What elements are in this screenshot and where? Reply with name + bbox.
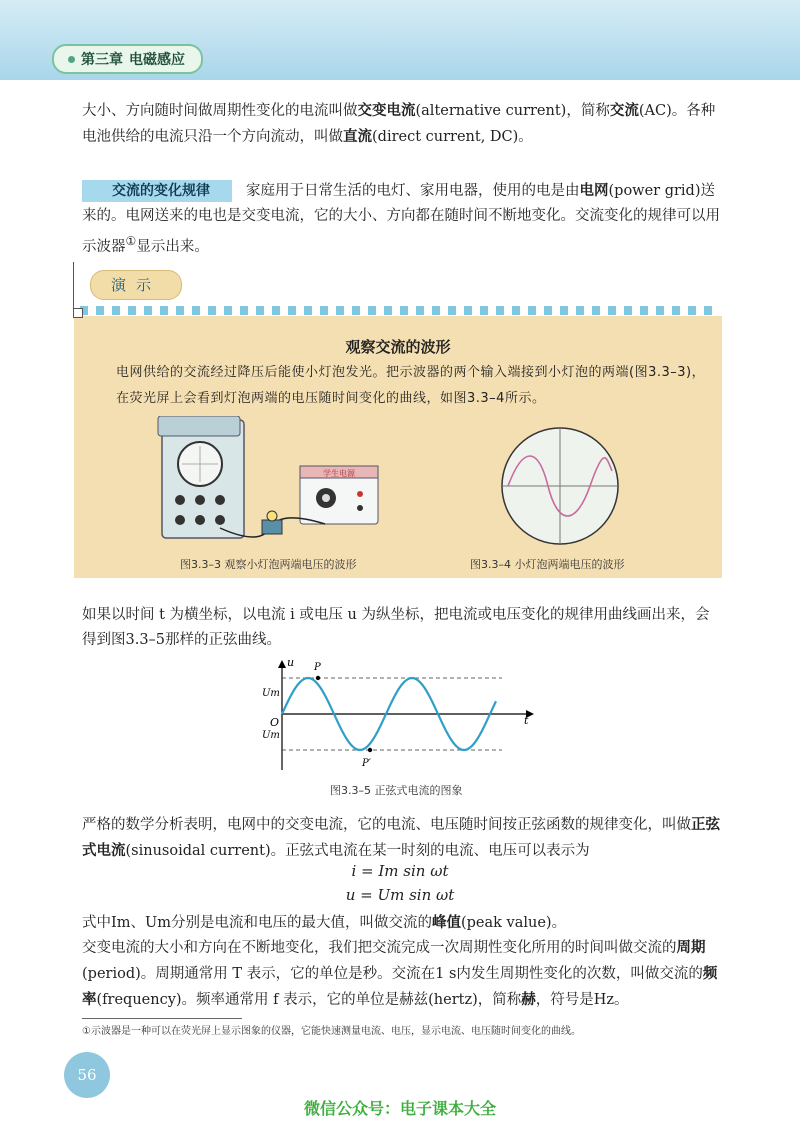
formula-voltage: u = Um sin ωt (345, 886, 455, 904)
paragraph-sinusoidal: 严格的数学分析表明，电网中的交变电流，它的电流、电压随时间按正弦函数的规律变化，叫做正弦式电流(sinusoidal current)。正弦式电流在某一时刻的电流、电压可以表示为 (82, 816, 720, 859)
bullet-icon (68, 56, 75, 63)
paragraph-sine-intro: 如果以时间 t 为横坐标，以电流 i 或电压 u 为纵坐标，把电流或电压变化的规律用曲线画出来，会得到图3.3–5那样的正弦曲线。 (82, 607, 710, 648)
demo-title: 观察交流的波形 (345, 338, 451, 356)
paragraph-section-intro: 交流的变化规律 家庭用于日常生活的电灯、家用电器，使用的电是由电网(power grid)送来的。电网送来的电也是交变电流，它的大小、方向都在随时间不断地变化。交流变化的规律可以用示波器①显示出来。 (82, 182, 720, 255)
p-label: P (314, 662, 321, 673)
footnote-divider (82, 1018, 242, 1019)
fig1-caption: 图3.3–3 观察小灯泡两端电压的波形 (180, 558, 357, 571)
axis-u-label: u (287, 656, 295, 669)
section-tag: 交流的变化规律 (82, 180, 232, 202)
demo-bracket-corner (73, 308, 83, 318)
paragraph-ac-definition: 大小、方向随时间做周期性变化的电流叫做交变电流(alternative current)，简称交流(AC)。各种电池供给的电流只沿一个方向流动，叫做直流(direct current, DC)。 (82, 102, 716, 145)
page-number: 56 (64, 1052, 110, 1098)
um-bottom-label: Um (262, 730, 280, 741)
chapter-title: 电磁感应 (129, 52, 185, 68)
um-top-label: Um (262, 688, 280, 699)
oscilloscope-setup-illustration (150, 416, 390, 548)
watermark: 微信公众号：电子课本大全 (303, 1099, 496, 1118)
point-p (316, 676, 320, 680)
demo-tab: 演示 (90, 270, 182, 300)
paragraph-period-frequency: 交变电流的大小和方向在不断地变化，我们把交流完成一次周期性变化所用的时间叫做交流的周期(period)。周期通常用 T 表示，它的单位是秒。交流在1 s内发生周期性变化的次数，叫做交流的频率(frequency)。频率通常用 f 表示，它的单位是赫兹(hertz)，简称赫，符号是Hz。 (82, 939, 718, 1008)
chapter-number: 第三章 (81, 52, 123, 68)
power-supply-label: 学生电源 (323, 469, 355, 478)
axis-t-label: t (524, 714, 529, 727)
paragraph-peak-value: 式中Im、Um分别是电流和电压的最大值，叫做交流的峰值(peak value)。 (82, 914, 567, 931)
p-prime-label: P′ (362, 758, 371, 769)
fig2-caption: 图3.3–4 小灯泡两端电压的波形 (470, 558, 625, 571)
point-p-prime (368, 748, 372, 752)
demo-dash-border (74, 306, 722, 316)
sine-graph (262, 656, 542, 774)
footnote: ①示波器是一种可以在荧光屏上显示图象的仪器，它能快速测量电流、电压，显示电流、电压随时间变化的曲线。 (82, 1026, 581, 1037)
formula-current: i = Im sin ωt (351, 862, 449, 880)
demo-text: 电网供给的交流经过降压后能使小灯泡发光。把示波器的两个输入端接到小灯泡的两端(图3.3–3)，在荧光屏上会看到灯泡两端的电压随时间变化的曲线，如图3.3–4所示。 (116, 365, 706, 406)
origin-label: O (270, 716, 280, 729)
fig2-oscilloscope-screen (498, 426, 622, 548)
chapter-pill (52, 44, 203, 74)
fig3-caption: 图3.3–5 正弦式电流的图象 (330, 784, 463, 797)
